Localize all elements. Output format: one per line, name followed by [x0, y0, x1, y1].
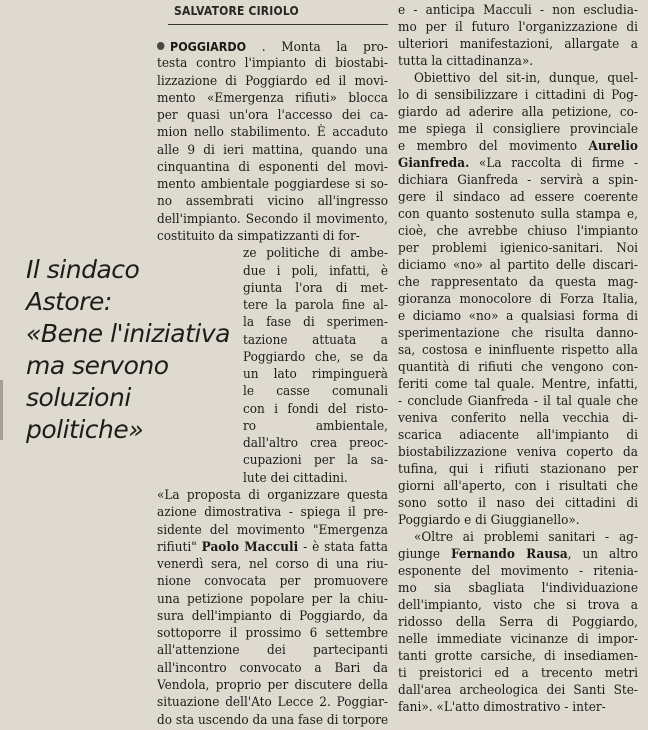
article-line: testa contro l'impianto di biostabi-: [157, 56, 388, 72]
article-line-text: . Monta la pro-: [246, 40, 388, 55]
article-line: Poggiardo e di Giuggianello».: [398, 513, 580, 528]
article-line: mo sia sbagliata l'individuazione: [398, 581, 638, 596]
article-line: ridosso della Serra di Poggiardo,: [398, 615, 638, 630]
article-line: la fase di sperimen-: [243, 315, 388, 331]
article-line: Gianfreda. «La raccolta di firme -: [398, 156, 638, 171]
article-line: veniva conferito nella vecchia di-: [398, 411, 638, 426]
article-line: lo di sensibilizzare i cittadini di Pog-: [398, 88, 638, 103]
article-line: scarica adiacente all'impianto di: [398, 428, 638, 443]
article-line: «La proposta di organizzare questa: [157, 488, 388, 504]
article-line: con i fondi del risto-: [243, 401, 388, 417]
article-line: me spiega il consigliere provinciale: [398, 122, 638, 137]
article-line: feriti come tal quale. Mentre, infatti,: [398, 377, 638, 392]
article-line: giunge Fernando Rausa, un altro: [398, 547, 638, 562]
article-line: che rappresentato da questa mag-: [398, 275, 638, 290]
pull-quote: [26, 254, 236, 446]
article-line: tufina, qui i rifiuti stazionano per: [398, 462, 638, 477]
article-line: venerdì sera, nel corso di una riu-: [157, 557, 388, 573]
article-line: nelle immediate vicinanze di impor-: [398, 632, 638, 647]
article-line: situazione dell'Ato Lecce 2. Poggiar-: [157, 695, 388, 711]
article-line: mento «Emergenza rifiuti» blocca: [157, 90, 388, 106]
article-line: - conclude Gianfreda - il tal quale che: [398, 394, 638, 409]
article-line: esponente del movimento - ritenia-: [398, 564, 638, 579]
article-line: dell'impianto. Secondo il movimento,: [157, 211, 388, 227]
article-line: alle 9 di ieri mattina, quando una: [157, 142, 388, 158]
article-line: gere il sindaco ad essere coerente: [398, 190, 638, 205]
article-line: quantità di rifiuti che vengono con-: [398, 360, 638, 375]
article-line: tutta la cittadinanza».: [398, 54, 534, 69]
article-line: ro ambientale,: [243, 418, 388, 434]
article-line: sidente del movimento "Emergenza: [157, 522, 388, 538]
article-line: nione convocata per promuovere: [157, 574, 388, 590]
article-line: Obiettivo del sit-in, dunque, quel-: [414, 71, 638, 86]
article-line: e membro del movimento Aurelio: [398, 139, 638, 154]
article-line: e - anticipa Macculi - non escludia-: [398, 3, 638, 18]
article-line: sono sotto il naso dei cittadini di: [398, 496, 638, 511]
article-line: con quanto sostenuto sulla stampa e,: [398, 207, 638, 222]
article-line: mo per il futuro l'organizzazione di: [398, 20, 638, 35]
article-line: gioranza monocolore di Forza Italia,: [398, 292, 638, 307]
article-line: dell'impianto, visto che si trova a: [398, 598, 638, 613]
article-line: per quasi un'ora l'accesso dei ca-: [157, 108, 388, 124]
article-line: cupazioni per la sa-: [243, 453, 388, 469]
article-line: una petizione popolare per la chiu-: [157, 591, 388, 607]
article-line: azione dimostrativa - spiega il pre-: [157, 505, 388, 521]
article-line: Poggiardo che, se da: [243, 349, 388, 365]
pull-quote-line: Astore:: [26, 287, 112, 316]
article-line: tanti grotte carsiche, di insediamen-: [398, 649, 638, 664]
article-line: lizzazione di Poggiardo ed il movi-: [157, 73, 388, 89]
article-line: sura dell'impianto di Poggiardo, da: [157, 608, 388, 624]
article-line: mion nello stabilimento. È accaduto: [157, 125, 388, 141]
byline-rule: [168, 24, 388, 25]
pull-quote-line: soluzioni: [26, 383, 131, 412]
article-line: dichiara Gianfreda - servirà a spin-: [398, 173, 638, 188]
article-line: cinquantina di esponenti del movi-: [157, 159, 388, 175]
pull-quote-line: Il sindaco: [26, 255, 140, 284]
pull-quote-line: ma servono: [26, 351, 169, 380]
article-line: ze politiche di ambe-: [243, 246, 388, 262]
article-line: [157, 38, 388, 56]
article-line: sottoporre il prossimo 6 settembre: [157, 626, 388, 642]
article-line: lute dei cittadini.: [243, 470, 348, 486]
pull-quote-line: «Bene l'iniziativa: [26, 319, 230, 348]
article-line: «Oltre ai problemi sanitari - ag-: [414, 530, 638, 545]
article-line: do sta uscendo da una fase di torpore: [157, 712, 388, 728]
article-line: per problemi igienico-sanitari. Noi: [398, 241, 638, 256]
article-line: due i poli, infatti, è: [243, 263, 388, 279]
article-line: sperimentazione che risulta danno-: [398, 326, 638, 341]
location-kicker: POGGIARDO: [170, 40, 247, 54]
article-line: rifiuti" Paolo Macculi - è stata fatta: [157, 539, 388, 555]
article-line: ti preistorici ed a trecento metri: [398, 666, 638, 681]
article-line: all'incontro convocato a Bari da: [157, 660, 388, 676]
article-line: dall'altro crea preoc-: [243, 436, 388, 452]
article-line: e diciamo «no» a qualsiasi forma di: [398, 309, 638, 324]
article-line: le casse comunali: [243, 384, 388, 400]
article-line: tazione attuata a: [243, 332, 388, 348]
article-line: Vendola, proprio per discutere della: [157, 677, 388, 693]
article-line: all'attenzione dei partecipanti: [157, 643, 388, 659]
article-line: un lato rimpinguerà: [243, 367, 388, 383]
article-line: giunta l'ora di met-: [243, 280, 388, 296]
byline: SALVATORE CIRIOLO: [174, 4, 299, 18]
article-line: tere la parola fine al-: [243, 298, 388, 314]
bullet-icon: [157, 42, 164, 50]
article-line: dall'area archeologica dei Santi Ste-: [398, 683, 638, 698]
article-line: ulteriori manifestazioni, allargate a: [398, 37, 638, 52]
article-line: giardo ad aderire alla petizione, co-: [398, 105, 638, 120]
page-edge-shadow: [0, 380, 3, 440]
article-line: costituito da simpatizzanti di for-: [157, 228, 360, 244]
article-line: mento ambientale poggiardese si so-: [157, 177, 388, 193]
article-line: fani». «L'atto dimostrativo - inter-: [398, 700, 606, 715]
pull-quote-line: politiche»: [26, 415, 144, 444]
article-line: cioè, che avrebbe chiuso l'impianto: [398, 224, 638, 239]
article-line: sa, costosa e ininfluente rispetto alla: [398, 343, 638, 358]
article-line: giorni all'aperto, con i risultati che: [398, 479, 638, 494]
article-line: biostabilizzazione veniva coperto da: [398, 445, 638, 460]
article-line: no assembrati vicino all'ingresso: [157, 194, 388, 210]
article-line: diciamo «no» al partito delle discari-: [398, 258, 638, 273]
